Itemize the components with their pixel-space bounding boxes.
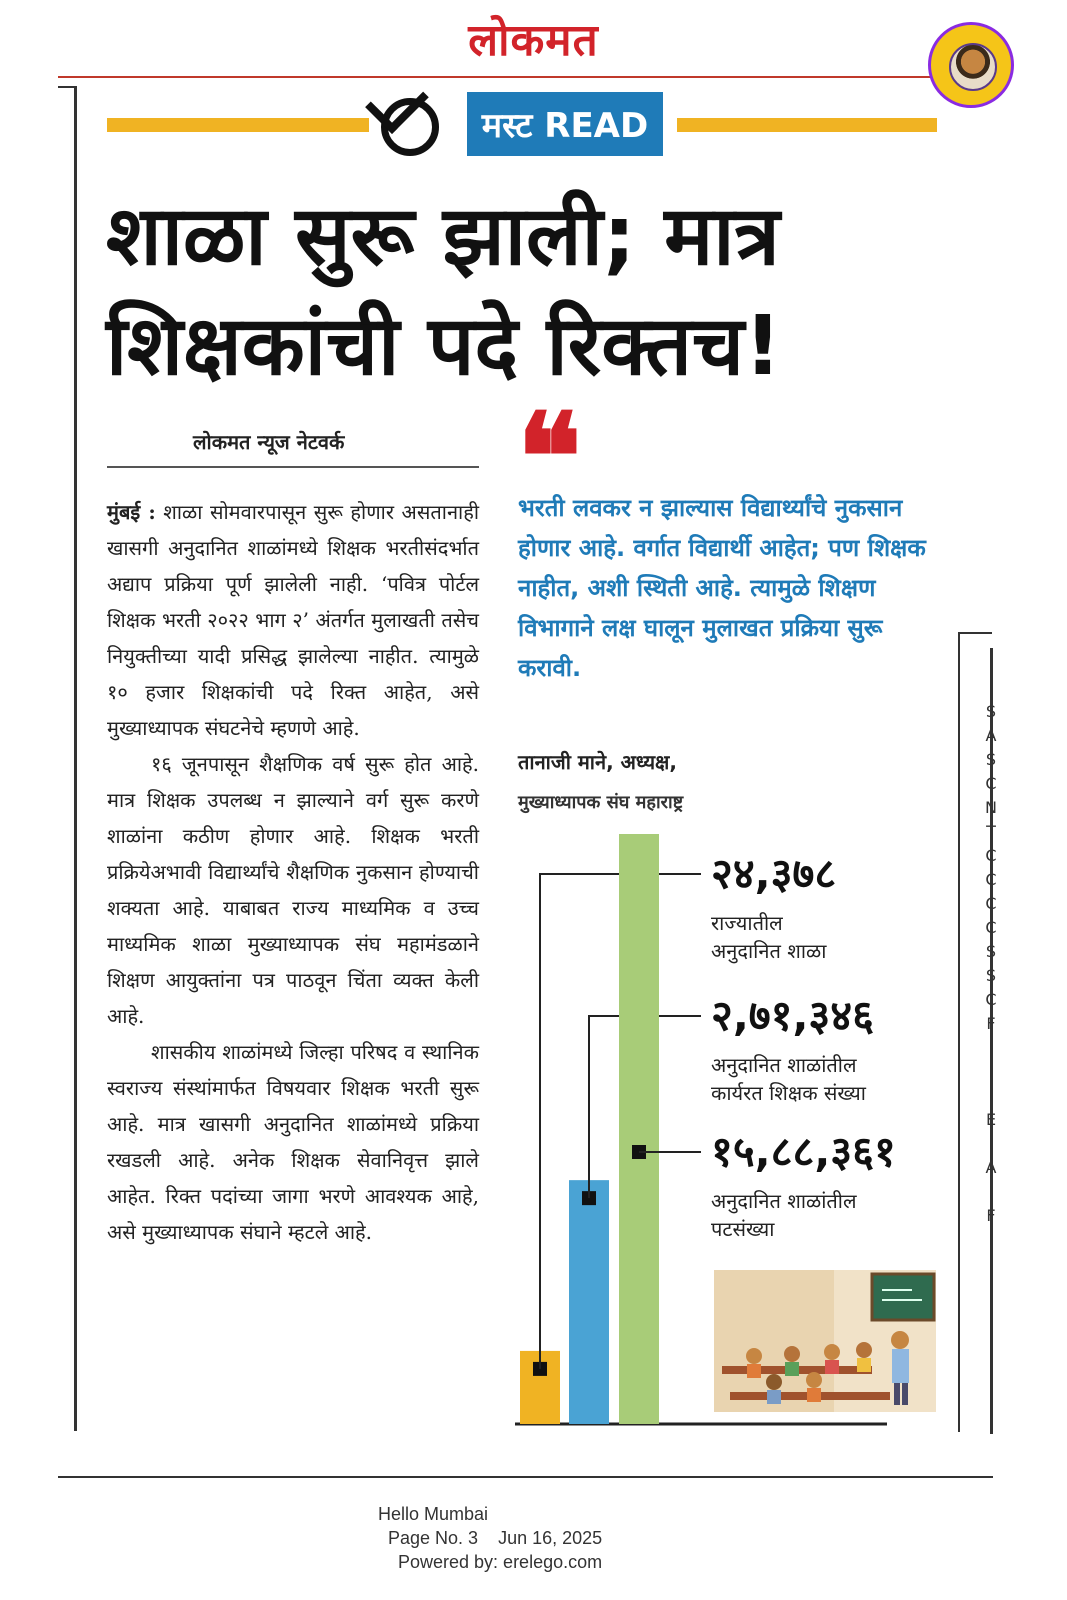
cropped-letter: C bbox=[985, 990, 997, 1009]
cropped-letter: I bbox=[988, 1182, 994, 1201]
pull-quote: भरती लवकर न झाल्यास विद्यार्थ्यांचे नुकसान होणार आहे. वर्गात विद्यार्थी आहेत; पण शिक्षक नाहीत, अशी स्थिती आहे. त्यामुळे शिक्षण विभागाने लक्ष घालून मुलाखत प्रक्रिया सुरू करावी. bbox=[518, 494, 926, 682]
cropped-letter: I bbox=[988, 1038, 994, 1057]
quote-author: तानाजी माने, अध्यक्ष, bbox=[518, 750, 677, 774]
chart-bar bbox=[619, 834, 659, 1424]
article-paragraph: १६ जूनपासून शैक्षणिक वर्ष सुरू होत आहे. मात्र शिक्षक उपलब्ध न झाल्याने वर्ग सुरू करणे शाळांना कठीण होणार आहे. शिक्षक भरती प्रक्रियेअभावी विद्यार्थ्यांचे शैक्षणिक नुकसान होण्याची शक्यता आहे. याबाबत राज्य माध्यमिक व उच्च माध्यमिक शाळा मुख्याध्यापक संघ महामंडळाने शिक्षण आयुक्तांना पत्र पाठवून चिंता व्यक्त केली आहे. bbox=[107, 752, 479, 1028]
chart-value-label: १५,८८,३६१ bbox=[711, 1127, 896, 1176]
cropped-letter: A bbox=[985, 726, 997, 745]
headline-line-2: शिक्षकांची पदे रिक्तच! bbox=[106, 299, 782, 394]
chart-category-label: अनुदानित शाळांतील bbox=[711, 1053, 857, 1077]
quote-mark-icon: ❝ bbox=[517, 387, 582, 528]
headline-line-1: शाळा सुरू झाली; मात्र bbox=[106, 189, 780, 284]
sidebar-frame-rule bbox=[958, 632, 960, 1432]
cropped-letter: I bbox=[988, 1086, 994, 1105]
article-body bbox=[107, 494, 479, 1250]
must-read-tag: मस्ट READ bbox=[467, 92, 663, 156]
chart-category-label: राज्यातील bbox=[711, 911, 783, 935]
footer-page-date: Page No. 3 Jun 16, 2025 bbox=[388, 1528, 603, 1548]
cropped-letter: F bbox=[986, 1206, 996, 1225]
byline: लोकमत न्यूज नेटवर्क bbox=[193, 430, 345, 454]
quote-author-title: मुख्याध्यापक संघ महाराष्ट्र bbox=[518, 792, 684, 813]
chart-category-label: अनुदानित शाळांतील bbox=[711, 1189, 857, 1213]
profile-badge bbox=[928, 22, 1014, 108]
cropped-letter: S bbox=[985, 702, 997, 721]
chart-category-label: अनुदानित शाळा bbox=[711, 939, 827, 963]
cropped-letter: I bbox=[988, 1230, 994, 1249]
footer-publication: Hello Mumbai bbox=[378, 1504, 489, 1524]
sidebar-frame-top bbox=[958, 632, 992, 634]
cropped-letter: E bbox=[985, 1110, 997, 1129]
cropped-letter: I bbox=[988, 1134, 994, 1153]
paragraph-text: शाळा सोमवारपासून सुरू होणार असतानाही खासगी अनुदानित शाळांमध्ये शिक्षक भरतीसंदर्भात अद्याप प्रक्रिया पूर्ण झालेली नाही. ‘पवित्र पोर्टल शिक्षक भरती २०२२ भाग २’ अंतर्गत मुलाखती तसेच नियुक्तीच्या यादी प्रसिद्ध झालेल्या नाहीत. त्यामुळे १० हजार शिक्षकांची पदे रिक्त आहेत, असे मुख्याध्यापक संघटनेचे म्हणणे आहे. bbox=[107, 500, 480, 740]
cropped-letter: C bbox=[985, 846, 997, 865]
tag-line-left bbox=[107, 118, 369, 132]
cropped-letter: S bbox=[985, 750, 997, 769]
chart-bar bbox=[569, 1180, 609, 1424]
footer-powered-by: Powered by: erelego.com bbox=[398, 1552, 603, 1572]
bottom-rule bbox=[58, 1476, 993, 1478]
cropped-column-text bbox=[984, 700, 998, 1252]
chart-category-label: पटसंख्या bbox=[711, 1217, 775, 1241]
cropped-letter: C bbox=[985, 894, 997, 913]
cropped-letter: T bbox=[986, 822, 996, 841]
dateline: मुंबई : bbox=[107, 500, 156, 524]
byline-rule bbox=[107, 466, 479, 468]
masthead-logo: लोकमत bbox=[468, 15, 599, 66]
cropped-letter: I bbox=[988, 1062, 994, 1081]
classroom-illustration bbox=[714, 1270, 936, 1412]
chart-value-label: २४,३७८ bbox=[711, 849, 837, 898]
chart-category-label: कार्यरत शिक्षक संख्या bbox=[711, 1081, 866, 1105]
chart-value-label: २,७१,३४६ bbox=[711, 991, 874, 1040]
cropped-letter: C bbox=[985, 870, 997, 889]
cropped-letter: C bbox=[985, 774, 997, 793]
cropped-letter: F bbox=[986, 1014, 996, 1033]
cropped-letter: N bbox=[985, 798, 997, 817]
top-rule bbox=[58, 76, 993, 78]
article-paragraph: शासकीय शाळांमध्ये जिल्हा परिषद व स्थानिक स्वराज्य संस्थांमार्फत विषयवार शिक्षक भरती सुरू आहे. मात्र खासगी अनुदानित शाळांमध्ये प्रक्रिया रखडली आहे. अनेक शिक्षक सेवानिवृत्त झाले आहेत. रिक्त पदांच्या जागा भरणे आवश्यक आहे, असे मुख्याध्यापक संघाने म्हटले आहे. bbox=[107, 1040, 479, 1244]
profile-photo bbox=[949, 43, 997, 91]
cropped-letter: C bbox=[985, 918, 997, 937]
article-paragraph bbox=[107, 494, 479, 746]
cropped-letter: S bbox=[985, 966, 997, 985]
cropped-letter: S bbox=[985, 942, 997, 961]
tag-line-right bbox=[677, 118, 937, 132]
left-column-rule bbox=[74, 86, 77, 1431]
cropped-letter: A bbox=[985, 1158, 997, 1177]
